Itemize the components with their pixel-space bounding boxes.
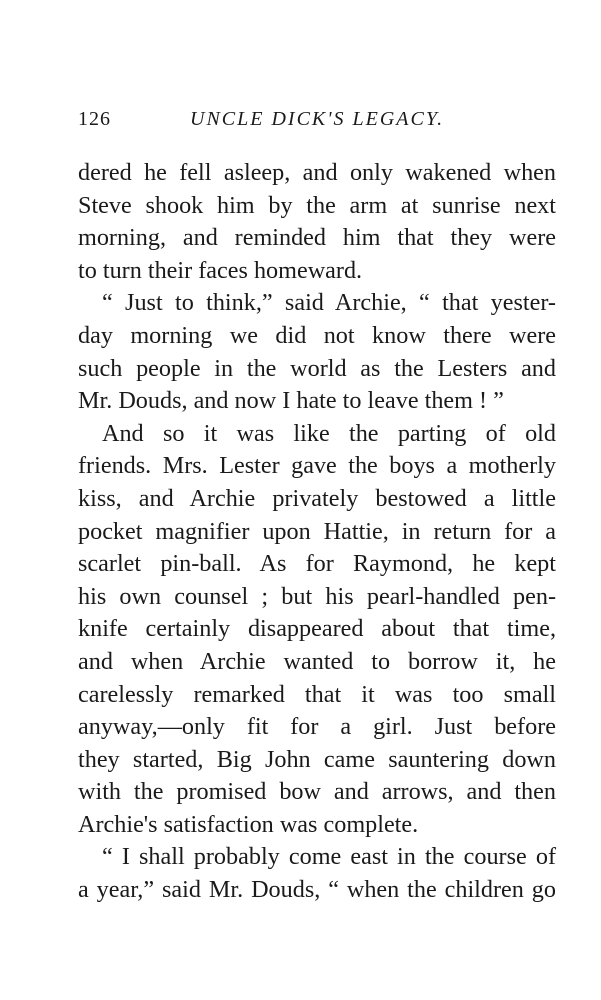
text-line: to turn their faces homeward. [78, 256, 363, 284]
page-number: 126 [78, 108, 111, 130]
text-line: And so it was like the parting of old [102, 419, 556, 447]
text-line: day morning we did not know there were [78, 321, 556, 349]
text-line: such people in the world as the Lesters and [78, 354, 556, 382]
text-line: they started, Big John came sauntering down [78, 745, 556, 773]
text-line: with the promised bow and arrows, and then [78, 778, 556, 806]
text-line: and when Archie wanted to borrow it, he [78, 647, 556, 675]
text-line: Mr. Douds, and now I hate to leave them ! ” [78, 387, 504, 415]
text-line: Archie's satisfaction was complete. [78, 810, 419, 838]
text-line: a year,” said Mr. Douds, “ when the children go [78, 876, 556, 904]
running-title: UNCLE DICK'S LEGACY. [190, 108, 445, 130]
text-line: “ Just to think,” said Archie, “ that yester- [102, 289, 556, 317]
body-text [78, 157, 556, 907]
text-line: kiss, and Archie privately bestowed a little [78, 484, 556, 512]
running-head [78, 108, 556, 136]
text-line: scarlet pin-ball. As for Raymond, he kept [78, 550, 556, 578]
text-line: dered he fell asleep, and only wakened when [78, 159, 556, 186]
text-line: pocket magnifier upon Hattie, in return for a [78, 517, 556, 545]
text-line: knife certainly disappeared about that time, [78, 615, 556, 643]
text-line: anyway,—only fit for a girl. Just before [78, 713, 556, 741]
text-line: his own counsel ; but his pearl-handled pen- [78, 582, 556, 610]
text-line: Steve shook him by the arm at sunrise next [78, 191, 556, 219]
text-line: friends. Mrs. Lester gave the boys a motherly [78, 452, 556, 480]
text-line: “ I shall probably come east in the course of [102, 843, 556, 871]
text-line: morning, and reminded him that they were [78, 224, 556, 252]
text-line: carelessly remarked that it was too small [78, 680, 556, 708]
